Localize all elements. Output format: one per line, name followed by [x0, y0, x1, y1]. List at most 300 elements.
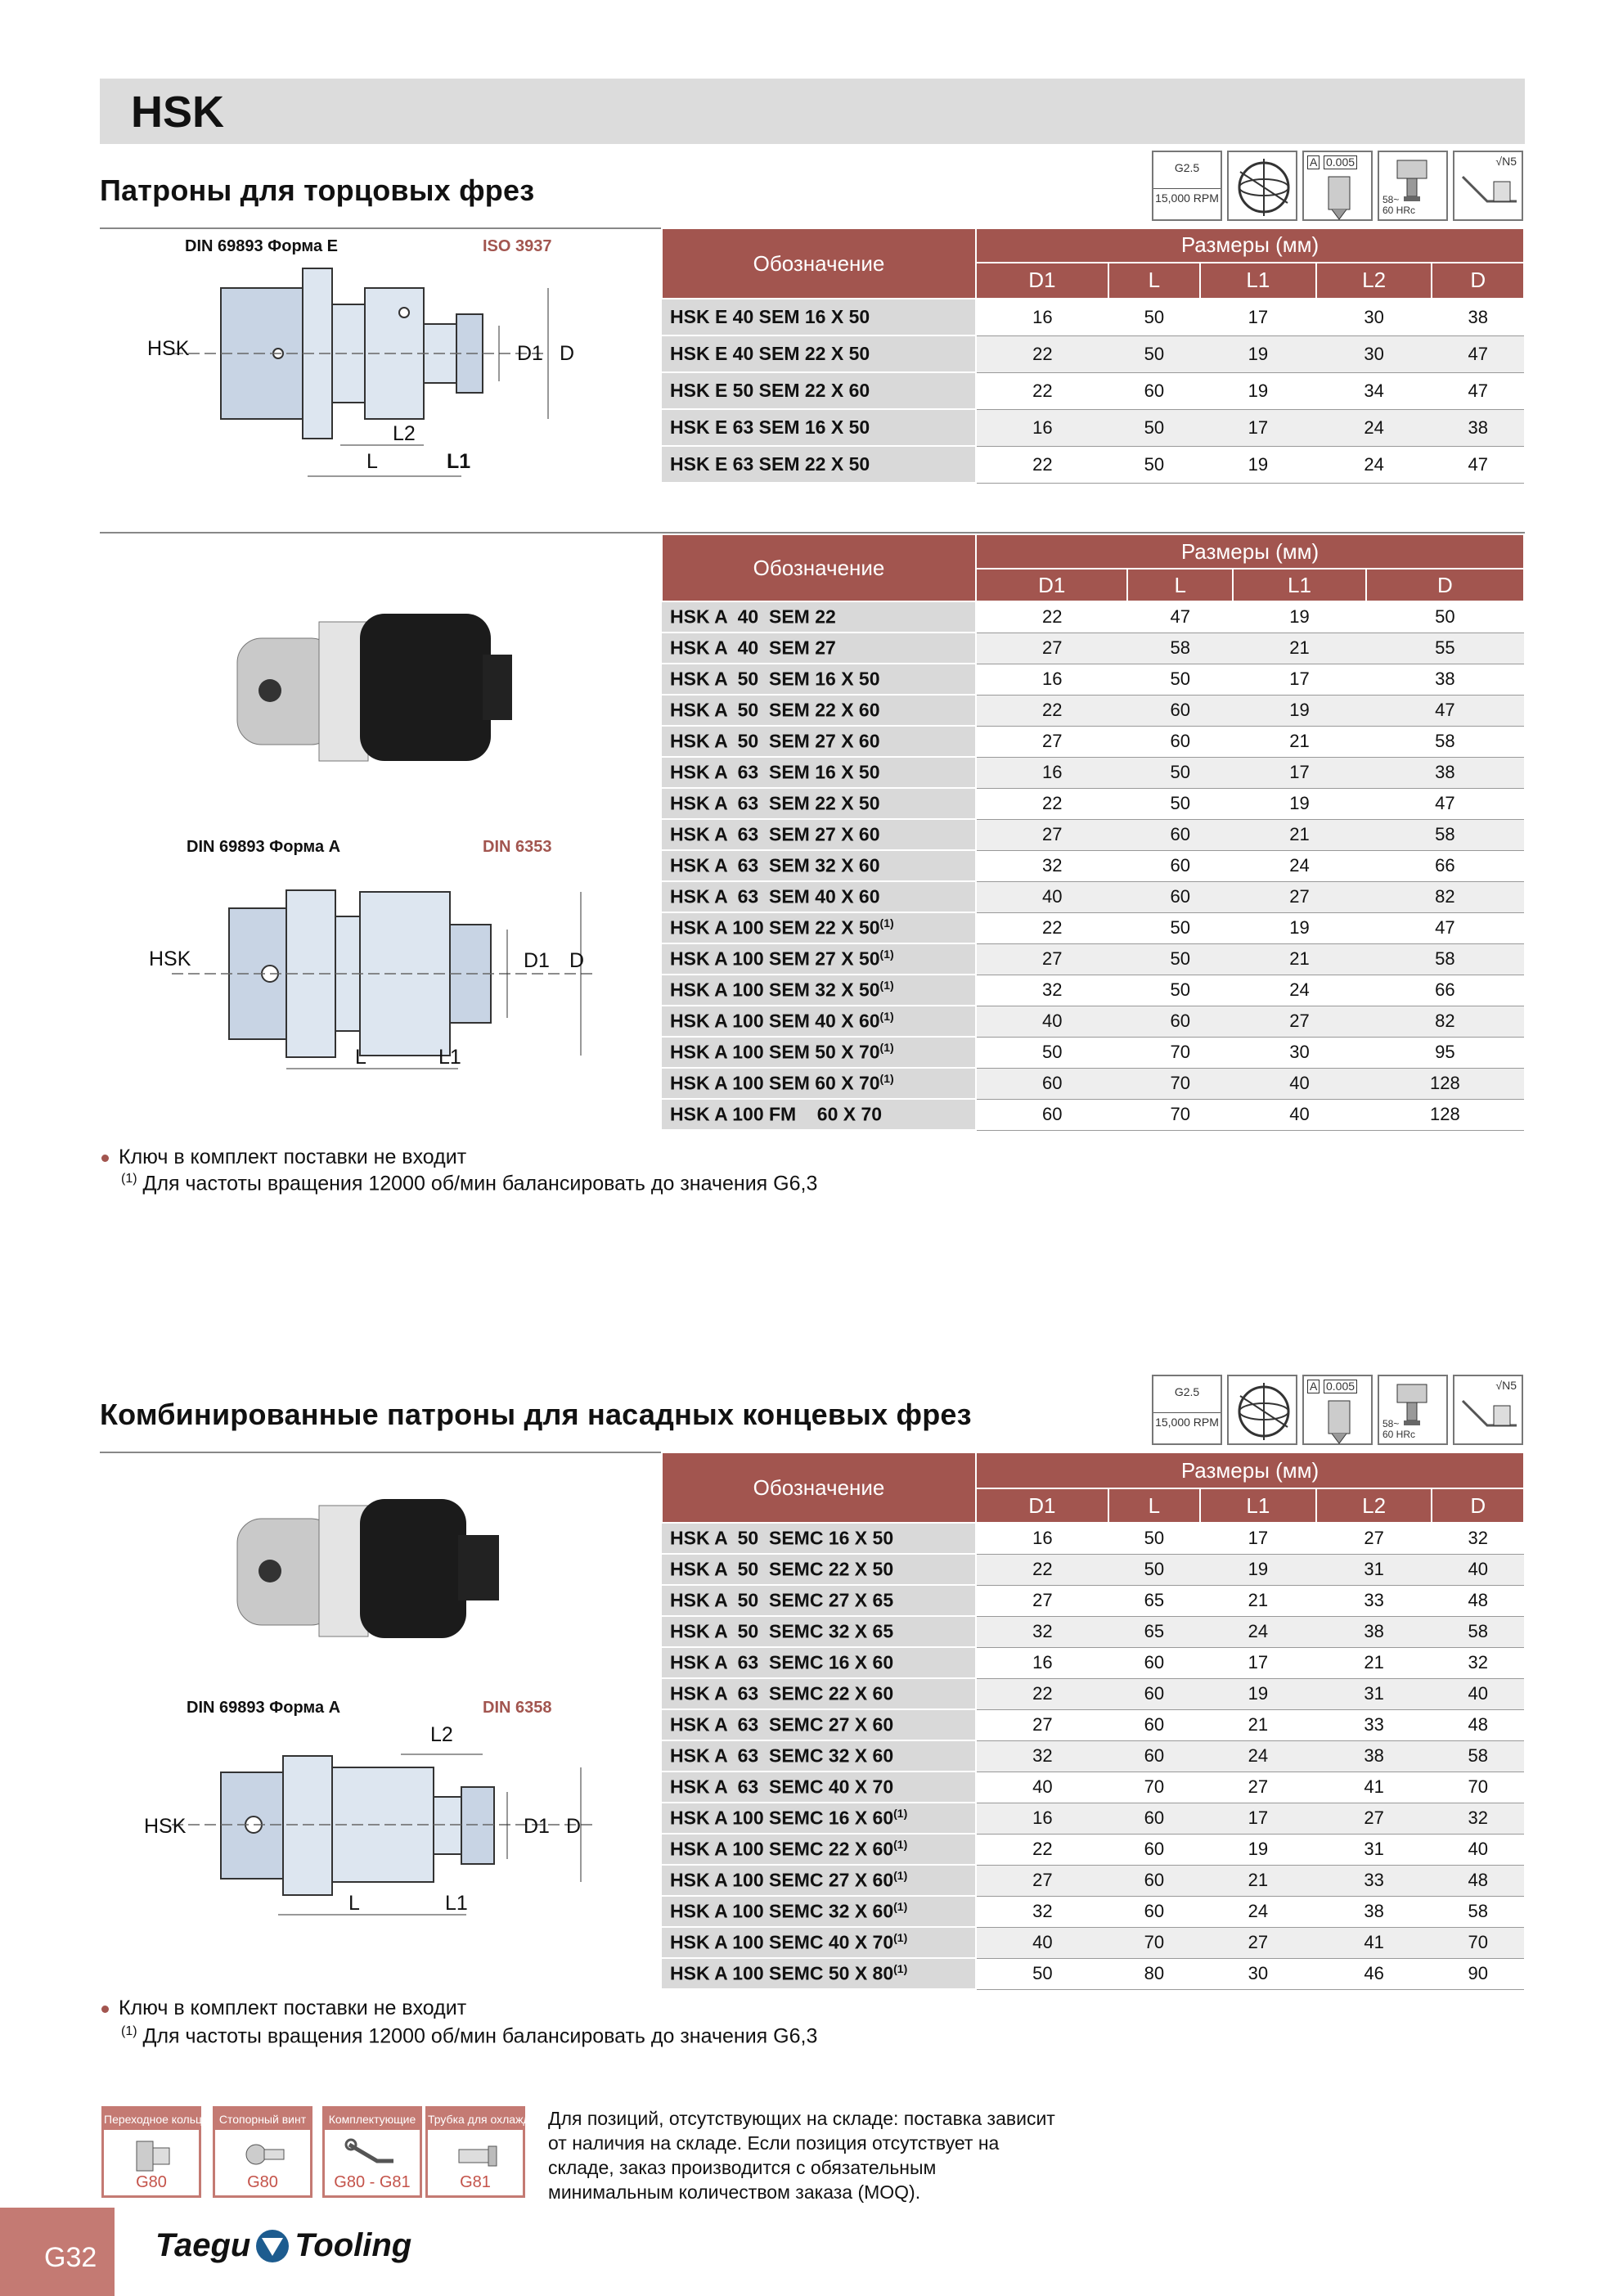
row-value: 22 — [976, 446, 1108, 483]
row-value: 58 — [1432, 1896, 1524, 1927]
row-value: 32 — [976, 1740, 1108, 1772]
table-row — [662, 1523, 1524, 1554]
hsk-label-3: HSK — [144, 1815, 187, 1838]
std-din6358-label: DIN 6358 — [483, 1699, 552, 1717]
col-d-2: D — [1366, 569, 1524, 601]
row-value: 22 — [976, 695, 1127, 726]
row-value: 22 — [976, 335, 1108, 372]
row-value: 70 — [1127, 1099, 1233, 1130]
row-designation: HSK A 100 SEMC 32 X 60$^{(1)}$ — [662, 1896, 976, 1927]
row-value: 33 — [1316, 1865, 1432, 1896]
row-value: 58 — [1366, 943, 1524, 975]
row-value: 16 — [976, 1803, 1108, 1834]
row-value: 50 — [1127, 943, 1233, 975]
table-row — [662, 1678, 1524, 1709]
row-value: 31 — [1316, 1834, 1432, 1865]
row-value: 60 — [1127, 881, 1233, 912]
table-row — [662, 1740, 1524, 1772]
row-value: 60 — [1108, 1678, 1200, 1709]
row-value: 21 — [1233, 726, 1366, 757]
l-label: L — [366, 450, 378, 473]
col-l-3: L — [1108, 1488, 1200, 1523]
row-value: 24 — [1200, 1740, 1316, 1772]
row-value: 27 — [976, 1585, 1108, 1616]
table-row — [662, 299, 1524, 335]
col-d1: D1 — [976, 263, 1108, 299]
row-value: 50 — [1108, 446, 1200, 483]
row-value: 21 — [1316, 1647, 1432, 1678]
row-value: 32 — [976, 1896, 1108, 1927]
row-designation: HSK A 40 SEM 27 — [662, 633, 976, 664]
row-value: 30 — [1200, 1958, 1316, 1989]
row-value: 82 — [1366, 1006, 1524, 1037]
row-designation: HSK A 100 SEMC 16 X 60$^{(1)}$ — [662, 1803, 976, 1834]
d1-label-3: D1 — [524, 1815, 550, 1838]
note-balance: $^{(1)}$ Для частоты вращения 12000 об/мин балансировать до значения G6,3 — [121, 1172, 818, 1195]
row-value: 24 — [1233, 975, 1366, 1006]
table-row — [662, 881, 1524, 912]
row-value: 47 — [1366, 788, 1524, 819]
col-dimensions: Размеры (мм) — [976, 228, 1524, 263]
row-value: 27 — [976, 819, 1127, 850]
tube-icon — [452, 2136, 501, 2177]
row-value: 19 — [1200, 372, 1316, 409]
row-value: 41 — [1316, 1927, 1432, 1958]
row-value: 70 — [1127, 1068, 1233, 1099]
row-value: 21 — [1233, 943, 1366, 975]
note-key-2: Ключ в комплект поставки не входит — [101, 1997, 466, 2020]
row-value: 19 — [1233, 788, 1366, 819]
row-value: 60 — [1108, 1647, 1200, 1678]
table-row — [662, 1585, 1524, 1616]
table-row — [662, 1958, 1524, 1989]
row-value: 38 — [1366, 757, 1524, 788]
wrench-icon — [344, 2136, 402, 2177]
row-value: 21 — [1200, 1865, 1316, 1896]
row-value: 95 — [1366, 1037, 1524, 1068]
row-value: 65 — [1108, 1585, 1200, 1616]
row-value: 58 — [1127, 633, 1233, 664]
row-designation: HSK A 63 SEM 22 X 50 — [662, 788, 976, 819]
row-value: 27 — [976, 633, 1127, 664]
row-value: 32 — [1432, 1647, 1524, 1678]
row-value: 70 — [1108, 1772, 1200, 1803]
table-row — [662, 1647, 1524, 1678]
row-value: 70 — [1127, 1037, 1233, 1068]
row-value: 50 — [1127, 912, 1233, 943]
row-designation: HSK A 50 SEMC 16 X 50 — [662, 1523, 976, 1554]
row-designation: HSK A 100 SEM 27 X 50$^{(1)}$ — [662, 943, 976, 975]
col-designation-2: Обозначение — [662, 534, 976, 601]
row-value: 50 — [1127, 788, 1233, 819]
row-value: 40 — [1432, 1834, 1524, 1865]
row-value: 27 — [1200, 1927, 1316, 1958]
row-value: 58 — [1366, 726, 1524, 757]
col-l1: L1 — [1200, 263, 1316, 299]
row-value: 30 — [1316, 299, 1432, 335]
row-value: 48 — [1432, 1865, 1524, 1896]
row-designation: HSK E 40 SEM 22 X 50 — [662, 335, 976, 372]
table-row — [662, 372, 1524, 409]
table-row — [662, 1068, 1524, 1099]
accessory-adapter-ring[interactable]: Переходное кольцо G80 — [101, 2106, 201, 2198]
row-designation: HSK A 100 SEMC 22 X 60$^{(1)}$ — [662, 1834, 976, 1865]
row-value: 66 — [1366, 975, 1524, 1006]
row-value: 19 — [1233, 601, 1366, 633]
row-value: 50 — [1108, 1523, 1200, 1554]
col-designation: Обозначение — [662, 228, 976, 299]
section1-icons — [1152, 151, 1523, 221]
table-row — [662, 1554, 1524, 1585]
col-dimensions-2: Размеры (мм) — [976, 534, 1524, 569]
std-din6353-label: DIN 6353 — [483, 838, 552, 856]
row-value: 38 — [1316, 1740, 1432, 1772]
row-value: 60 — [1127, 1006, 1233, 1037]
row-value: 50 — [1127, 664, 1233, 695]
brand-logo: Taegu Tooling — [155, 2227, 412, 2263]
sem-a-table — [661, 533, 1525, 1131]
row-value: 70 — [1432, 1772, 1524, 1803]
row-designation: HSK A 50 SEMC 32 X 65 — [662, 1616, 976, 1647]
row-value: 60 — [1127, 850, 1233, 881]
row-value: 27 — [1316, 1523, 1432, 1554]
screw-icon — [240, 2136, 289, 2177]
balance-icon: G2.5 15,000 RPM — [1152, 151, 1222, 221]
table-row — [662, 850, 1524, 881]
l1-label: L1 — [447, 450, 471, 473]
row-value: 34 — [1316, 372, 1432, 409]
sem-e-drawing — [139, 255, 630, 484]
row-value: 58 — [1432, 1740, 1524, 1772]
col-l1-2: L1 — [1233, 569, 1366, 601]
row-value: 16 — [976, 757, 1127, 788]
table-row — [662, 1772, 1524, 1803]
row-designation: HSK A 63 SEMC 32 X 60 — [662, 1740, 976, 1772]
hsk-label-2: HSK — [149, 948, 191, 970]
bullet-icon — [101, 1155, 109, 1162]
col-l2-3: L2 — [1316, 1488, 1432, 1523]
row-value: 27 — [1200, 1772, 1316, 1803]
table-row — [662, 601, 1524, 633]
d1-label-2: D1 — [524, 949, 550, 972]
row-value: 27 — [976, 726, 1127, 757]
row-value: 48 — [1432, 1709, 1524, 1740]
row-value: 24 — [1316, 446, 1432, 483]
row-value: 128 — [1366, 1099, 1524, 1130]
row-value: 60 — [1108, 1803, 1200, 1834]
row-designation: HSK A 100 SEMC 40 X 70$^{(1)}$ — [662, 1927, 976, 1958]
row-value: 16 — [976, 299, 1108, 335]
page-title: HSK — [131, 88, 225, 137]
row-designation: HSK A 100 SEMC 50 X 80$^{(1)}$ — [662, 1958, 976, 1989]
l1-label-2: L1 — [438, 1046, 461, 1069]
table-row — [662, 975, 1524, 1006]
row-value: 19 — [1233, 912, 1366, 943]
row-value: 21 — [1200, 1709, 1316, 1740]
row-value: 17 — [1200, 409, 1316, 446]
std-din-a-label-2: DIN 69893 Форма A — [187, 1699, 341, 1717]
row-value: 50 — [1108, 299, 1200, 335]
note-balance-2: $^{(1)}$ Для частоты вращения 12000 об/мин балансировать до значения G6,3 — [121, 2024, 818, 2048]
row-value: 27 — [976, 943, 1127, 975]
row-designation: HSK A 63 SEM 32 X 60 — [662, 850, 976, 881]
row-value: 19 — [1200, 335, 1316, 372]
row-designation: HSK A 100 FM 60 X 70 — [662, 1099, 976, 1130]
row-value: 38 — [1366, 664, 1524, 695]
row-value: 47 — [1366, 912, 1524, 943]
d-label-2: D — [569, 949, 585, 972]
row-value: 22 — [976, 1678, 1108, 1709]
header-bar — [100, 79, 1525, 144]
row-designation: HSK A 63 SEM 27 X 60 — [662, 819, 976, 850]
row-value: 24 — [1233, 850, 1366, 881]
row-designation: HSK A 63 SEM 40 X 60 — [662, 881, 976, 912]
row-value: 32 — [976, 975, 1127, 1006]
row-value: 128 — [1366, 1068, 1524, 1099]
row-value: 58 — [1366, 819, 1524, 850]
sem-a-drawing — [139, 867, 630, 1096]
row-designation: HSK A 50 SEMC 22 X 50 — [662, 1554, 976, 1585]
table-row — [662, 1099, 1524, 1130]
row-designation: HSK A 50 SEM 22 X 60 — [662, 695, 976, 726]
row-designation: HSK A 100 SEM 50 X 70$^{(1)}$ — [662, 1037, 976, 1068]
row-value: 21 — [1233, 633, 1366, 664]
semc-drawing — [139, 1718, 630, 1939]
row-designation: HSK A 100 SEMC 27 X 60$^{(1)}$ — [662, 1865, 976, 1896]
row-value: 32 — [976, 850, 1127, 881]
row-designation: HSK E 40 SEM 16 X 50 — [662, 299, 976, 335]
row-value: 60 — [1108, 1834, 1200, 1865]
page-number: G32 — [0, 2208, 115, 2296]
row-value: 40 — [1233, 1068, 1366, 1099]
row-designation: HSK E 50 SEM 22 X 60 — [662, 372, 976, 409]
row-value: 41 — [1316, 1772, 1432, 1803]
row-value: 17 — [1200, 1803, 1316, 1834]
row-designation: HSK A 63 SEM 16 X 50 — [662, 757, 976, 788]
l2-label: L2 — [393, 422, 416, 445]
hsk-label: HSK — [147, 337, 190, 360]
row-designation: HSK A 50 SEM 27 X 60 — [662, 726, 976, 757]
row-value: 47 — [1127, 601, 1233, 633]
runout-icon: A 0.005 — [1302, 151, 1373, 221]
table-row — [662, 664, 1524, 695]
gyroscope-icon — [1227, 151, 1297, 221]
row-value: 17 — [1200, 299, 1316, 335]
row-value: 60 — [976, 1099, 1127, 1130]
col-l1-3: L1 — [1200, 1488, 1316, 1523]
row-value: 27 — [1316, 1803, 1432, 1834]
std-iso-label: ISO 3937 — [483, 237, 552, 255]
table-row — [662, 695, 1524, 726]
d-label: D — [560, 342, 575, 365]
row-value: 66 — [1366, 850, 1524, 881]
row-value: 27 — [976, 1865, 1108, 1896]
row-value: 22 — [976, 788, 1127, 819]
sem-a-photo — [221, 606, 524, 769]
row-value: 17 — [1200, 1523, 1316, 1554]
row-value: 27 — [1233, 1006, 1366, 1037]
balance-icon-2: G2.5 15,000 RPM — [1152, 1375, 1222, 1445]
row-value: 32 — [976, 1616, 1108, 1647]
l1-label-3: L1 — [445, 1892, 468, 1915]
row-value: 30 — [1233, 1037, 1366, 1068]
table-row — [662, 409, 1524, 446]
row-designation: HSK A 100 SEM 22 X 50$^{(1)}$ — [662, 912, 976, 943]
table-row — [662, 1927, 1524, 1958]
col-dimensions-3: Размеры (мм) — [976, 1452, 1524, 1488]
row-value: 38 — [1316, 1896, 1432, 1927]
table-row — [662, 446, 1524, 483]
col-l: L — [1108, 263, 1200, 299]
row-value: 47 — [1432, 335, 1524, 372]
logo-triangle-icon — [252, 2228, 293, 2264]
row-designation: HSK A 100 SEM 32 X 50$^{(1)}$ — [662, 975, 976, 1006]
row-value: 60 — [1108, 372, 1200, 409]
row-value: 21 — [1233, 819, 1366, 850]
bullet-icon-2 — [101, 2006, 109, 2013]
table-row — [662, 1896, 1524, 1927]
accessory-coolant-tube[interactable]: Трубка для охлаждения G81 — [425, 2106, 525, 2198]
row-value: 38 — [1316, 1616, 1432, 1647]
row-value: 82 — [1366, 881, 1524, 912]
row-value: 50 — [1108, 1554, 1200, 1585]
table-row — [662, 1037, 1524, 1068]
row-designation: HSK A 100 SEM 60 X 70$^{(1)}$ — [662, 1068, 976, 1099]
row-value: 22 — [976, 372, 1108, 409]
row-designation: HSK A 63 SEMC 40 X 70 — [662, 1772, 976, 1803]
row-value: 33 — [1316, 1709, 1432, 1740]
semc-photo — [221, 1489, 524, 1645]
row-value: 38 — [1432, 409, 1524, 446]
row-value: 19 — [1200, 1678, 1316, 1709]
row-value: 50 — [1108, 409, 1200, 446]
row-designation: HSK A 100 SEM 40 X 60$^{(1)}$ — [662, 1006, 976, 1037]
row-value: 16 — [976, 409, 1108, 446]
sem-e-table — [661, 227, 1525, 484]
row-value: 40 — [976, 1006, 1127, 1037]
row-value: 60 — [1127, 819, 1233, 850]
row-value: 80 — [1108, 1958, 1200, 1989]
row-value: 31 — [1316, 1554, 1432, 1585]
row-designation: HSK A 50 SEM 16 X 50 — [662, 664, 976, 695]
col-d1-3: D1 — [976, 1488, 1108, 1523]
row-value: 21 — [1200, 1585, 1316, 1616]
row-value: 47 — [1432, 372, 1524, 409]
accessory-lock-screw[interactable]: Стопорный винт G80 — [213, 2106, 312, 2198]
row-value: 17 — [1233, 664, 1366, 695]
row-value: 19 — [1200, 1554, 1316, 1585]
table-row — [662, 1865, 1524, 1896]
row-designation: HSK A 63 SEMC 27 X 60 — [662, 1709, 976, 1740]
row-value: 27 — [976, 1709, 1108, 1740]
row-value: 40 — [976, 1927, 1108, 1958]
row-value: 46 — [1316, 1958, 1432, 1989]
hardness-icon: 58~ 60 HRc — [1378, 151, 1448, 221]
table-row — [662, 943, 1524, 975]
row-designation: HSK A 50 SEMC 27 X 65 — [662, 1585, 976, 1616]
row-value: 19 — [1200, 1834, 1316, 1865]
col-d: D — [1432, 263, 1524, 299]
row-value: 32 — [1432, 1803, 1524, 1834]
row-value: 22 — [976, 912, 1127, 943]
l-label-3: L — [348, 1892, 360, 1915]
row-designation: HSK E 63 SEM 16 X 50 — [662, 409, 976, 446]
row-value: 40 — [1432, 1554, 1524, 1585]
table-row — [662, 788, 1524, 819]
std-din-label: DIN 69893 Форма E — [185, 237, 338, 255]
row-value: 70 — [1108, 1927, 1200, 1958]
row-value: 47 — [1366, 695, 1524, 726]
col-designation-3: Обозначение — [662, 1452, 976, 1523]
row-value: 16 — [976, 1647, 1108, 1678]
row-value: 17 — [1233, 757, 1366, 788]
row-value: 19 — [1200, 446, 1316, 483]
col-d-3: D — [1432, 1488, 1524, 1523]
row-value: 22 — [976, 1834, 1108, 1865]
row-designation: HSK A 63 SEMC 22 X 60 — [662, 1678, 976, 1709]
row-value: 50 — [1366, 601, 1524, 633]
row-value: 48 — [1432, 1585, 1524, 1616]
runout-icon-2: A 0.005 — [1302, 1375, 1373, 1445]
row-value: 30 — [1316, 335, 1432, 372]
row-value: 60 — [1108, 1740, 1200, 1772]
row-value: 40 — [976, 881, 1127, 912]
row-value: 50 — [1127, 757, 1233, 788]
row-value: 40 — [1432, 1678, 1524, 1709]
table-row — [662, 912, 1524, 943]
row-value: 40 — [976, 1772, 1108, 1803]
section2-title: Комбинированные патроны для насадных концевых фрез — [100, 1398, 972, 1431]
section1-title: Патроны для торцовых фрез — [100, 173, 535, 207]
row-value: 50 — [976, 1958, 1108, 1989]
row-designation: HSK A 40 SEM 22 — [662, 601, 976, 633]
table-row — [662, 335, 1524, 372]
row-value: 55 — [1366, 633, 1524, 664]
row-value: 22 — [976, 1554, 1108, 1585]
table-row — [662, 633, 1524, 664]
row-value: 24 — [1316, 409, 1432, 446]
col-l-2: L — [1127, 569, 1233, 601]
row-value: 40 — [1233, 1099, 1366, 1130]
row-designation: HSK A 63 SEMC 16 X 60 — [662, 1647, 976, 1678]
section2-icons — [1152, 1375, 1523, 1445]
row-value: 60 — [1127, 726, 1233, 757]
row-value: 17 — [1200, 1647, 1316, 1678]
row-value: 16 — [976, 1523, 1108, 1554]
row-value: 50 — [976, 1037, 1127, 1068]
row-value: 24 — [1200, 1896, 1316, 1927]
row-value: 16 — [976, 664, 1127, 695]
row-value: 60 — [1108, 1709, 1200, 1740]
row-value: 90 — [1432, 1958, 1524, 1989]
coolant-icon-2: √N5 — [1453, 1375, 1523, 1445]
coolant-icon: √N5 — [1453, 151, 1523, 221]
accessory-components[interactable]: Комплектующие G80 - G81 — [322, 2106, 422, 2198]
col-l2: L2 — [1316, 263, 1432, 299]
row-value: 60 — [976, 1068, 1127, 1099]
d1-label: D1 — [517, 342, 543, 365]
row-value: 60 — [1108, 1865, 1200, 1896]
row-value: 33 — [1316, 1585, 1432, 1616]
row-value: 50 — [1127, 975, 1233, 1006]
table-row — [662, 1803, 1524, 1834]
table-row — [662, 819, 1524, 850]
row-value: 24 — [1200, 1616, 1316, 1647]
stock-note: Для позиций, отсутствующих на складе: поставка зависит от наличия на складе. Если позиция отсутствует на складе, заказ производится с обязательным минимальным количеством заказа (MOQ). — [548, 2108, 1055, 2203]
row-value: 22 — [976, 601, 1127, 633]
std-din-a-label: DIN 69893 Форма A — [187, 838, 341, 856]
row-value: 60 — [1108, 1896, 1200, 1927]
